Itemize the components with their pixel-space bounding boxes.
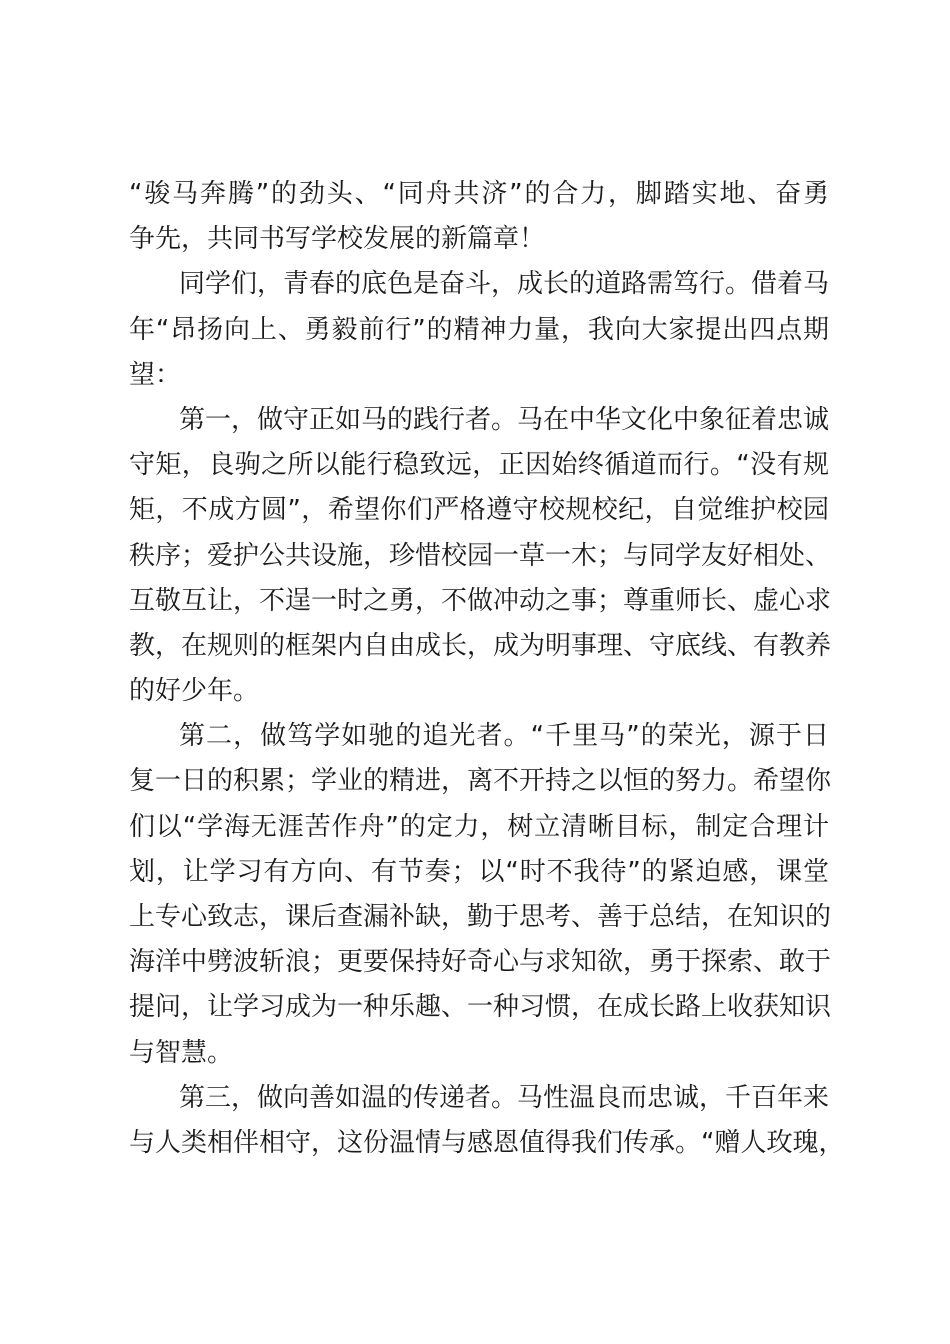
text-line: 教，在规则的框架内自由成长，成为明事理、守底线、有教养 xyxy=(129,630,832,661)
text-line: 望： xyxy=(129,359,182,390)
paragraph-first-line: 第三，做向善如温的传递者。马性温良而忠诚，千百年来 xyxy=(179,1082,830,1113)
text-line: 矩，不成方圆”，希望你们严格遵守校规校纪，自觉维护校园 xyxy=(129,495,829,526)
text-line: “骏马奔腾”的劲头、“同舟共济”的合力，脚踏实地、奋勇 xyxy=(129,179,829,209)
text-line: 上专心致志，课后查漏补缺，勤于思考、善于总结，在知识的 xyxy=(129,902,832,932)
text-line: 年“昂扬向上、勇毅前行”的精神力量，我向大家提出四点期 xyxy=(129,314,829,345)
text-line: 秩序；爱护公共设施，珍惜校园一草一木；与同学友好相处、 xyxy=(129,540,832,571)
text-line: 海洋中劈波斩浪；更要保持好奇心与求知欲，勇于探索、敢于 xyxy=(129,947,832,978)
text-line: 复一日的积累；学业的精进，离不开持之以恒的努力。希望你 xyxy=(129,766,832,797)
paragraph-first-line: 第一，做守正如马的践行者。马在中华文化中象征着忠诚 xyxy=(179,404,830,435)
text-line: 守矩，良驹之所以能行稳致远，正因始终循道而行。“没有规 xyxy=(129,450,829,481)
text-line: 与智慧。 xyxy=(129,1037,234,1068)
text-line: 争先，共同书写学校发展的新篇章！ xyxy=(129,224,546,255)
text-line: 的好少年。 xyxy=(129,676,260,707)
text-line: 与人类相伴相守，这份温情与感恩值得我们传承。“赠人玫瑰， xyxy=(129,1127,845,1158)
paragraph-first-line: 同学们，青春的底色是奋斗，成长的道路需笃行。借着马 xyxy=(179,269,830,300)
text-line: 提问，让学习成为一种乐趣、一种习惯，在成长路上收获知识 xyxy=(129,992,832,1023)
text-line: 划，让学习有方向、有节奏；以“时不我待”的紧迫感，课堂 xyxy=(129,856,829,887)
text-line: 互敬互让，不逞一时之勇，不做冲动之事；尊重师长、虚心求 xyxy=(129,585,832,616)
body-text xyxy=(129,172,845,1166)
paragraph-first-line: 第二，做笃学如驰的追光者。“千里马”的荣光，源于日 xyxy=(179,721,829,752)
text-line: 们以“学海无涯苦作舟”的定力，树立清晰目标，制定合理计 xyxy=(129,811,829,842)
